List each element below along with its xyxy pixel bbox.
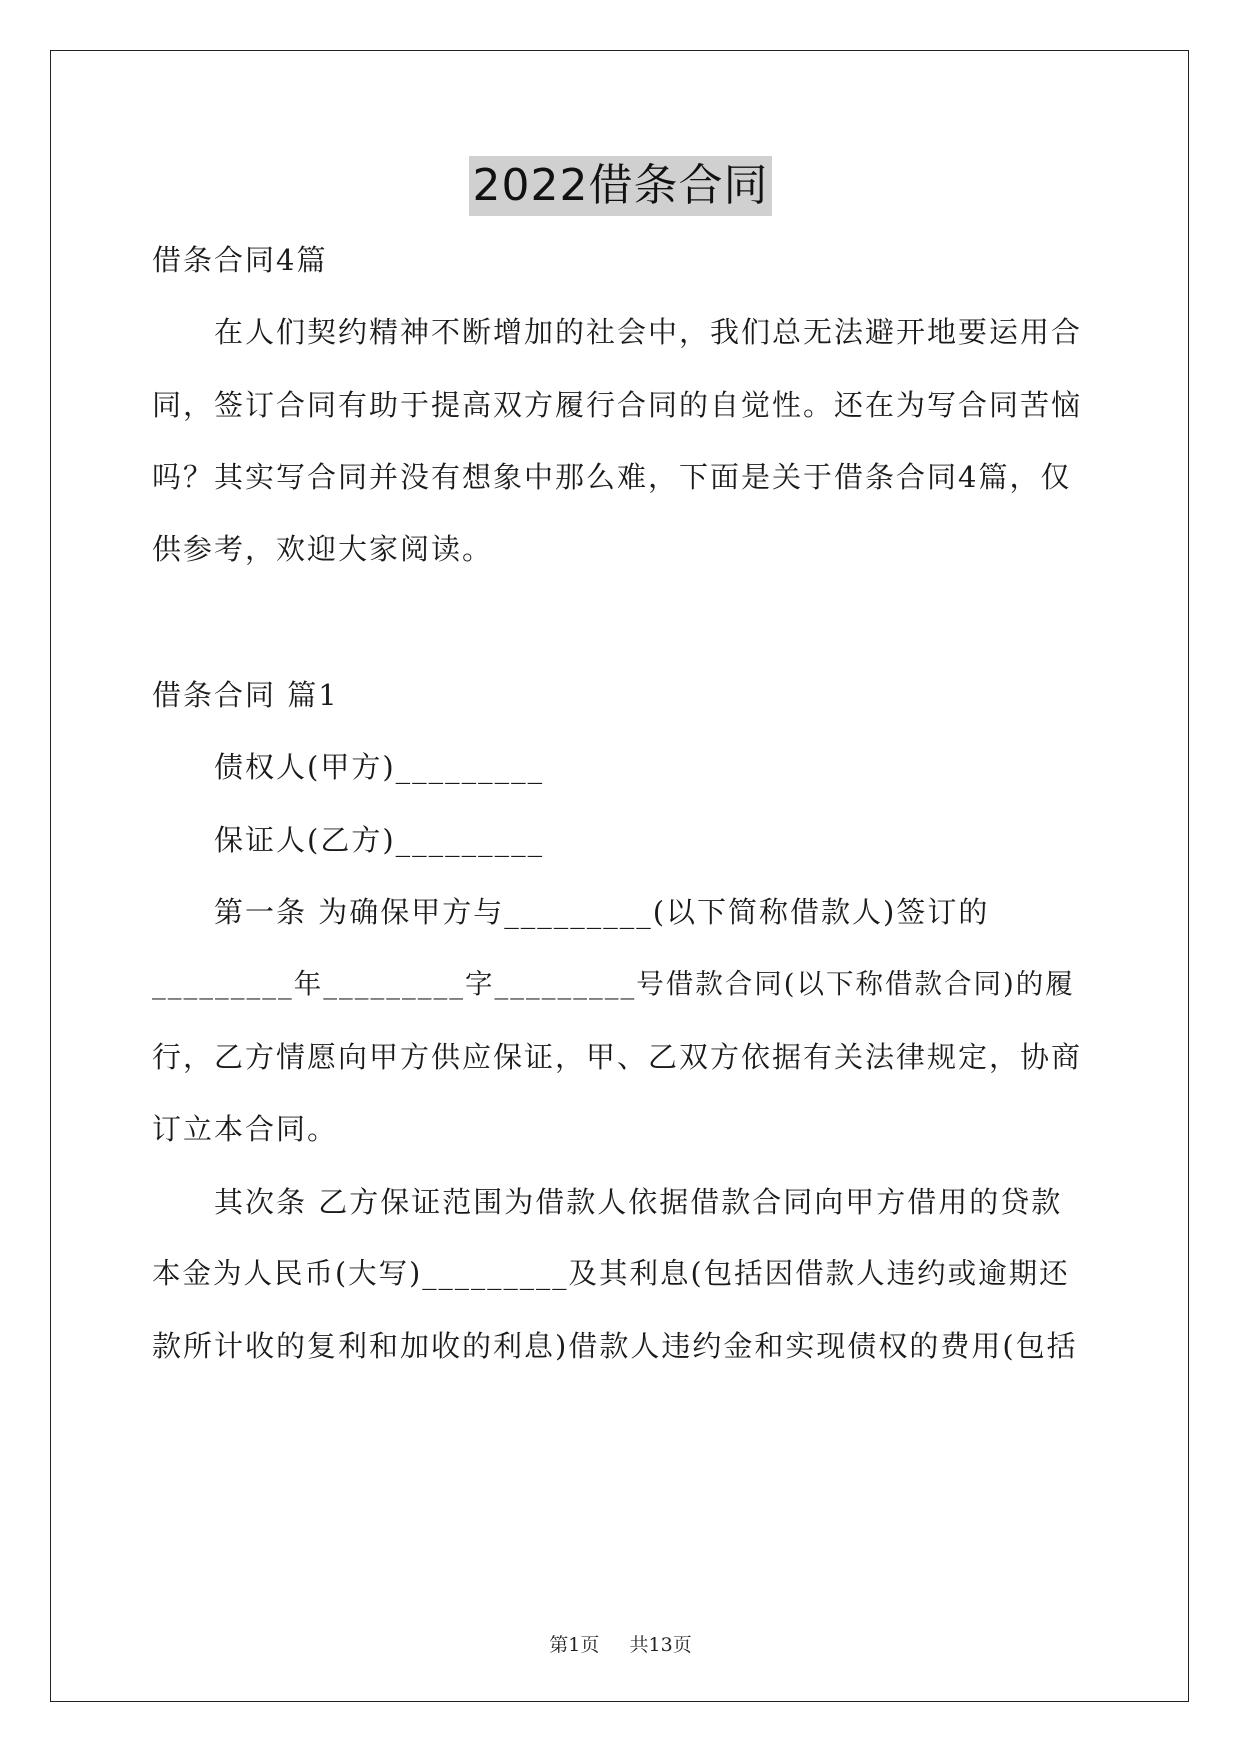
party-a-line: 债权人(甲方)_________ <box>214 750 545 784</box>
section-heading: 借条合同 篇1 <box>152 678 339 712</box>
article2-line-3: 款所计收的复利和加收的利息)借款人违约金和实现债权的费用(包括 <box>152 1329 1078 1363</box>
document-title: 2022借条合同 <box>469 156 773 216</box>
intro-line-2: 同，签订合同有助于提高双方履行合同的自觉性。还在为写合同苦恼 <box>152 388 1083 422</box>
intro-line-4: 供参考，欢迎大家阅读。 <box>152 532 494 566</box>
article1-line-3: 行，乙方情愿向甲方供应保证，甲、乙双方依据有关法律规定，协商 <box>152 1040 1083 1074</box>
page-number: 第1页 <box>549 1634 600 1656</box>
page-total: 共13页 <box>629 1634 692 1656</box>
page-footer <box>0 1630 1241 1657</box>
intro-line-1: 在人们契约精神不断增加的社会中，我们总无法避开地要运用合 <box>214 315 1083 349</box>
article1-line-1: 第一条 为确保甲方与_________(以下简称借款人)签订的 <box>214 895 990 929</box>
article1-line-4: 订立本合同。 <box>152 1112 339 1146</box>
party-b-line: 保证人(乙方)_________ <box>214 823 545 857</box>
subtitle: 借条合同4篇 <box>152 243 328 277</box>
intro-line-3: 吗？其实写合同并没有想象中那么难，下面是关于借条合同4篇，仅 <box>152 460 1072 494</box>
article2-line-2: 本金为人民币(大写)_________及其利息(包括因借款人违约或逾期还 <box>152 1257 1070 1290</box>
title-wrap <box>0 156 1241 216</box>
article2-line-1: 其次条 乙方保证范围为借款人依据借款合同向甲方借用的贷款 <box>214 1185 1063 1219</box>
page-border <box>50 50 1189 1702</box>
article1-line-2: _________年_________字_________号借款合同(以下称借款合同)的履 <box>152 968 1075 1000</box>
